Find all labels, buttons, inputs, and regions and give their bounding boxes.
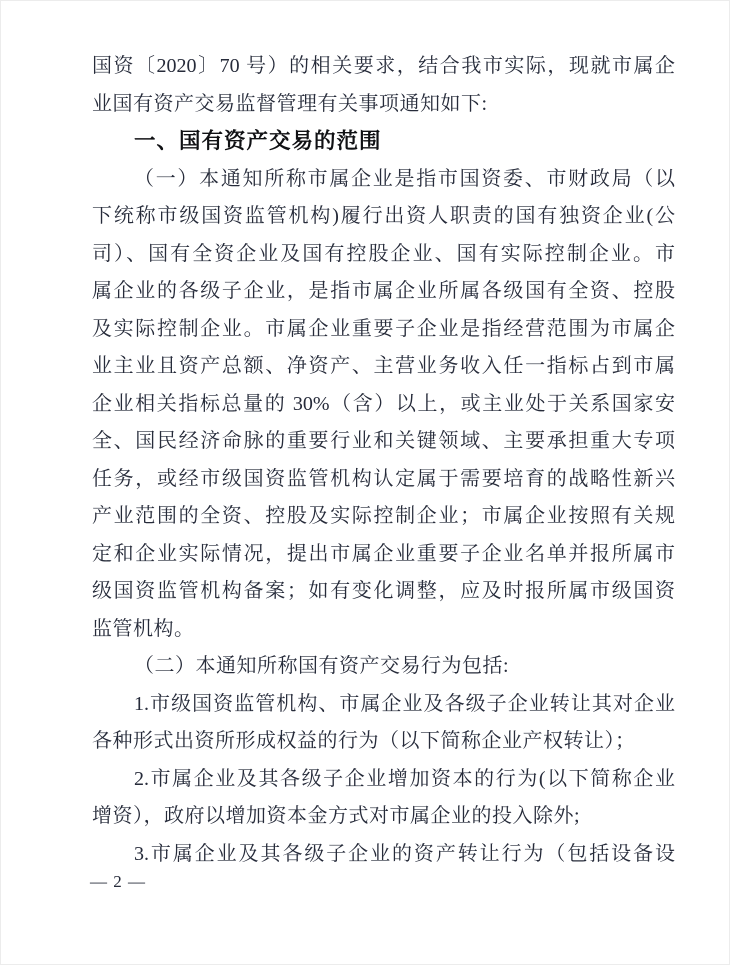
para-1-line-12: 级国资监管机构备案；如有变化调整，应及时报所属市级国资 — [92, 580, 675, 602]
para-1-line-8: 全、国民经济命脉的重要行业和关键领域、主要承担重大专项 — [92, 430, 675, 452]
item-1-line-1: 1.市级国资监管机构、市属企业及各级子企业转让其对企业 — [134, 692, 675, 715]
para-1-line-2: 下统称市级国资监管机构)履行出资人职责的国有独资企业(公 — [92, 205, 675, 227]
intro-line-2: 业国有资产交易监督管理有关事项通知如下: — [92, 92, 488, 115]
para-1-line-4: 属企业的各级子企业，是指市属企业所属各级国有全资、控股 — [92, 280, 675, 302]
item-2-line-1: 2.市属企业及其各级子企业增加资本的行为(以下简称企业 — [134, 767, 675, 790]
para-1-line-6: 业主业且资产总额、净资产、主营业务收入任一指标占到市属 — [92, 355, 675, 377]
page-number: — 2 — — [90, 872, 146, 891]
para-1-line-10: 产业范围的全资、控股及实际控制企业；市属企业按照有关规 — [92, 505, 675, 527]
item-3-line-1: 3.市属企业及其各级子企业的资产转让行为（包括设备设 — [134, 842, 675, 865]
para-2-line-1: （二）本通知所称国有资产交易行为包括: — [134, 655, 510, 677]
page-footer — [90, 870, 146, 894]
para-1-line-9: 任务，或经市级国资监管机构认定属于需要培育的战略性新兴 — [92, 467, 675, 490]
section-heading: 一、国有资产交易的范围 — [134, 129, 382, 153]
para-1-line-13: 监管机构。 — [92, 617, 195, 640]
para-1-line-3: 司）、国有全资企业及国有控股企业、国有实际控制企业。市 — [92, 242, 675, 265]
item-1-line-2: 各种形式出资所形成权益的行为（以下简称企业产权转让）； — [92, 730, 636, 752]
document-body — [92, 48, 675, 873]
para-1-line-1: （一）本通知所称市属企业是指市国资委、市财政局（以 — [134, 167, 675, 190]
para-1-line-5: 及实际控制企业。市属企业重要子企业是指经营范围为市属企 — [92, 317, 675, 340]
intro-line-1: 国资〔2020〕70 号）的相关要求，结合我市实际，现就市属企 — [92, 55, 675, 77]
item-2-line-2: 增资），政府以增加资本金方式对市属企业的投入除外; — [92, 805, 581, 827]
para-1-line-11: 定和企业实际情况，提出市属企业重要子企业名单并报所属市 — [92, 542, 675, 565]
para-1-line-7: 企业相关指标总量的 30%（含）以上，或主业处于关系国家安 — [92, 392, 675, 415]
